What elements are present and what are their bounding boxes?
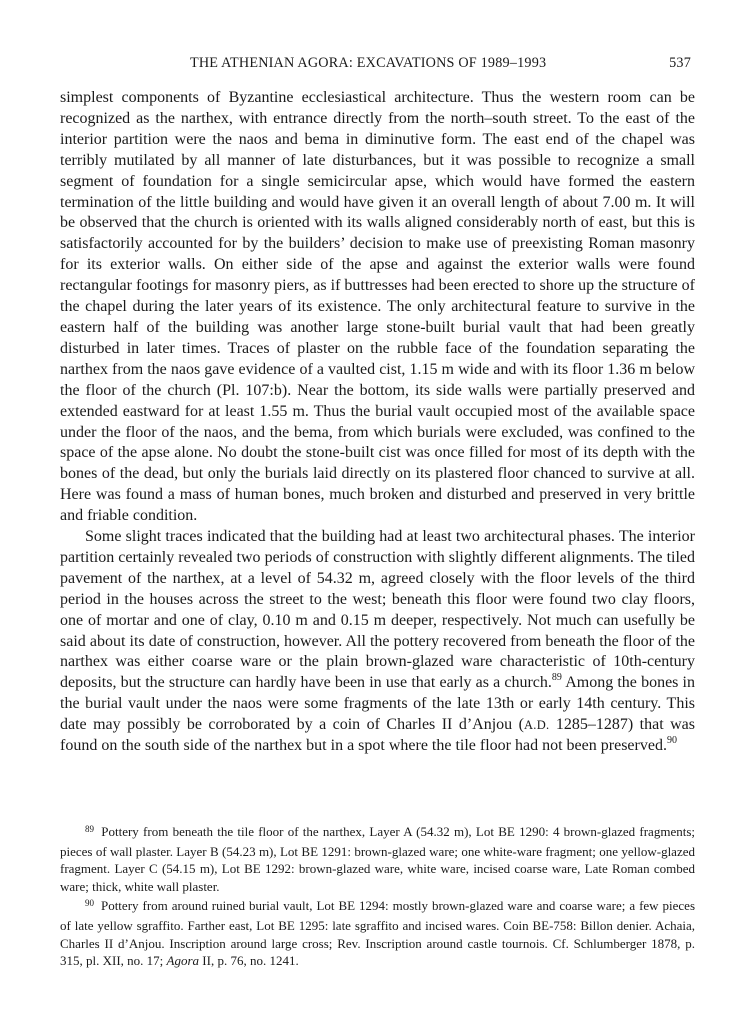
page-number: 537 <box>669 55 691 71</box>
body-text <box>60 88 695 757</box>
footnote-ref-90[interactable]: 90 <box>666 734 677 746</box>
agora-title: Agora <box>166 953 200 969</box>
footnotes <box>60 823 695 970</box>
footnote-90-text-b: II, p. 76, no. 1241. <box>199 953 299 969</box>
paragraph-1-text: simplest components of Byzantine ecclesiastical architecture. Thus the western room can be recognized as the narthex, with entrance directly from the north–south street. To the east of the interior partition were the naos and bema in diminutive form. The east end of the chapel was terribly mutilated by all manner of late disturbances, but it was possible to recognize a small segment of foundation for a single semicircular apse, which would have formed the eastern termination of the little building and would have given it an overall length of about 7.00 m. It will be observed that the church is oriented with its walls aligned considerably north of east, but this is satisfactorily accounted for by the builders’ decision to make use of preexisting Roman masonry for its exterior walls. On either side of the apse and against the exterior walls were found rectangular footings for masonry piers, as if buttresses had been erected to shore up the structure of the chapel during the later years of its existence. The only architectural feature to survive in the eastern half of the building was another large stone-built burial vault that had been greatly disturbed in later times. Traces of plaster on the rubble face of the foundation separating the narthex from the naos gave evidence of a vaulted cist, 1.15 m wide and with its floor 1.36 m below the floor of the church (Pl. 107:b). Near the bottom, its side walls were partially preserved and extended eastward for at least 1.55 m. Thus the burial vault occupied most of the available space under the floor of the naos, and the bema, from which burials were excluded, was confined to the space of the apse alone. No doubt the stone-built cist was once filled for most of its depth with the bones of the dead, but only the burials laid directly on its plastered floor chanced to survive at all. Here was found a mass of human bones, much broken and disturbed and preserved in very brittle and friable condition. <box>60 89 695 525</box>
footnote-89-number: 89 <box>85 824 94 834</box>
paragraph-1 <box>60 88 695 527</box>
running-head <box>60 55 695 75</box>
footnote-90 <box>60 897 695 969</box>
paragraph-2 <box>60 527 695 757</box>
footnote-89-text: Pottery from beneath the tile floor of the narthex, Layer A (54.32 m), Lot BE 1290: 4 brown-glazed fragments; pieces of wall plaster. Layer B (54.23 m), Lot BE 1291: brown-glazed ware; one white-ware fragment; one yellow-glazed fragment. Layer C (54.15 m), Lot BE 1292: brown-glazed ware, white ware, incised coarse ware, Late Roman combed ware; thick, white wall plaster. <box>60 824 695 894</box>
footnote-90-text-a: Pottery from around ruined burial vault, Lot BE 1294: mostly brown-glazed ware and coarse ware; a few pieces of late yellow sgraffito. Farther east, Lot BE 1295: late sgraffito and incised wares. Coin BE-758: Billon denier. Achaia, Charles II d’Anjou. Inscription around large cross; Rev. Inscription around castle tournois. Cf. Schlumberger 1878, p. 315, pl. XII, no. 17; <box>60 898 696 969</box>
footnote-89 <box>60 823 695 895</box>
paragraph-2-text-a: Some slight traces indicated that the building had at least two architectural phases. The interior partition certainly revealed two periods of construction with slightly different alignments. The tiled pavement of the narthex, at a level of 54.32 m, agreed closely with the floor levels of the third period in the houses across the street to the west; beneath this floor were found two clay floors, one of mortar and one of clay, 0.10 m and 0.15 m deeper, respectively. Not much can usefully be said about its date of construction, however. All the pottery recovered from beneath the floor of the narthex was either coarse ware or the plain brown-glazed ware characteristic of 10th-century deposits, but the structure can hardly have been in use that early as a church. <box>60 528 695 692</box>
running-title: THE ATHENIAN AGORA: EXCAVATIONS OF 1989–1993 <box>190 55 547 71</box>
era-abbreviation: A.D. <box>523 718 550 733</box>
paragraph-2-text-b: Among the bones in the burial vault under the naos were some fragments of the late 13th or early 14th century. This date may possibly be corroborated by a coin of Charles II d’Anjou ( <box>60 674 695 734</box>
paragraph-2-text-c: 1285–1287) that was found on the south side of the narthex but in a spot where the tile floor had not been preserved. <box>60 716 696 755</box>
footnote-90-number: 90 <box>85 898 94 909</box>
footnote-ref-89[interactable]: 89 <box>551 672 562 684</box>
